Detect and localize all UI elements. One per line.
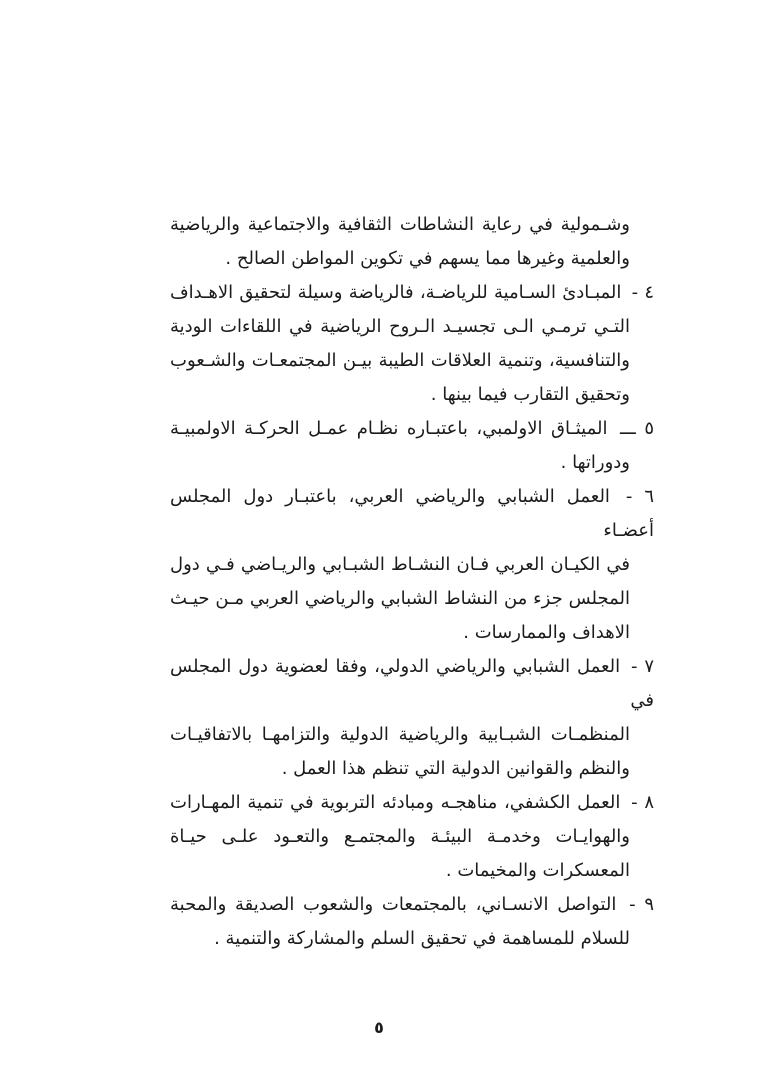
item-first-line: ٧ - العمل الشبابي والرياضي الدولي، وفقا لعضوية دول المجلس في bbox=[170, 656, 655, 711]
item-first-line: ٩ - التواصل الانسـاني، بالمجتمعات والشعوب الصديقة والمحبة bbox=[170, 894, 655, 915]
text-block bbox=[170, 208, 654, 956]
intro-paragraph bbox=[170, 208, 654, 276]
item-line: ودوراتها . bbox=[560, 452, 630, 473]
item-line: المنظمـات الشبـابية والرياضية الدولية والتزامهـا بالاتفاقيـات bbox=[170, 724, 630, 745]
item-first-line: ٨ - العمل الكشفي، مناهجـه ومبادئه التربوية في تنمية المهـارات bbox=[170, 792, 654, 813]
list-item bbox=[170, 412, 654, 480]
intro-line: والعلمية وغيرها مما يسهم في تكوين المواطن الصالح . bbox=[225, 248, 630, 269]
list-item bbox=[170, 276, 654, 412]
item-first-line: ٤ - المبـادئ السـامية للرياضـة، فالرياضة وسيلة لتحقيق الاهـداف bbox=[170, 282, 654, 303]
item-number: ٦ - bbox=[625, 486, 655, 507]
item-line: للسلام للمساهمة في تحقيق السلم والمشاركة والتنمية . bbox=[214, 928, 630, 949]
item-first-line: ٥ ـــ الميثـاق الاولمبي، باعتبـاره نظـام عمـل الحركـة الاولمبيـة bbox=[170, 418, 654, 439]
item-number: ٤ - bbox=[631, 282, 654, 303]
item-line: التـي ترمـي الـى تجسيـد الـروح الرياضية في اللقاءات الودية bbox=[170, 316, 630, 337]
list-item bbox=[170, 786, 654, 888]
items-list bbox=[170, 276, 654, 956]
item-line: المعسكرات والمخيمات . bbox=[445, 860, 630, 881]
item-line: والهوايـات وخدمـة البيئـة والمجتمـع والتعـود علـى حيـاة bbox=[170, 826, 630, 847]
item-line: في الكيـان العربي فـان النشـاط الشبـابي والريـاضي فـي دول bbox=[170, 554, 630, 575]
list-item bbox=[170, 480, 654, 650]
item-number: ٧ - bbox=[631, 656, 655, 677]
item-line: وتحقيق التقارب فيما بينها . bbox=[430, 384, 630, 405]
item-number: ٥ ـــ bbox=[620, 418, 654, 439]
intro-line: وشـمولية في رعاية النشاطات الثقافية والاجتماعية والرياضية bbox=[170, 214, 630, 235]
list-item bbox=[170, 650, 654, 786]
item-first-line: ٦ - العمل الشبابي والرياضي العربي، باعتبـار دول المجلس أعضـاء bbox=[170, 486, 655, 541]
item-number: ٩ - bbox=[629, 894, 655, 915]
item-line: الاهداف والممارسات . bbox=[463, 622, 630, 643]
item-line: والتنافسية، وتنمية العلاقات الطيبة بيـن المجتمعـات والشـعوب bbox=[170, 350, 630, 371]
page-number: ٥ bbox=[374, 1018, 384, 1037]
item-number: ٨ - bbox=[631, 792, 654, 813]
item-line: المجلس جزء من النشاط الشبابي والرياضي العربي مـن حيـث bbox=[170, 588, 630, 609]
item-line: والنظم والقوانين الدولية التي تنظم هذا العمل . bbox=[281, 758, 630, 779]
list-item bbox=[170, 888, 654, 956]
